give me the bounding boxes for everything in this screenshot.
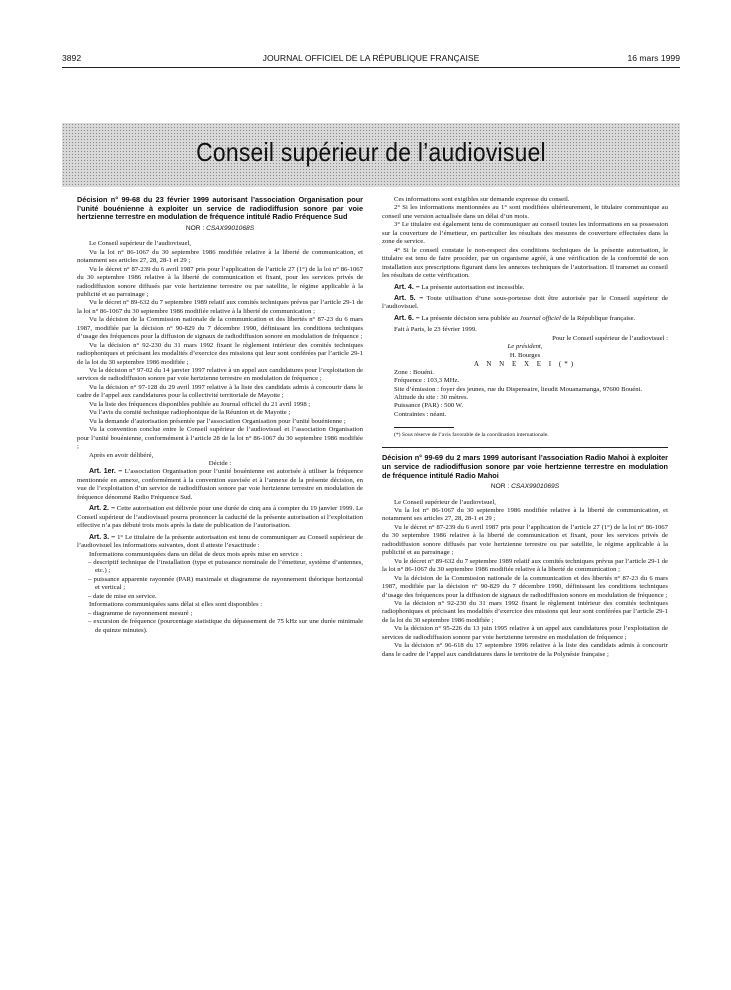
article-label: Art. 1er. – <box>89 468 123 476</box>
paragraph: Vu le décret n° 87-239 du 6 avril 1987 pris pour l’application de l’article 27 (1°) de la loi n° 86-1067 du 30 septembre 1986 relative à la liberté de communication et fixant, pour les services privés de radiodiffusion sonore diffusés par voie hertzienne terrestre ou par satellite, le régime applicable à la publicité et au parrainage ; <box>382 523 668 557</box>
annexe-item: Puissance (PAR) : 500 W. <box>394 402 464 410</box>
left-column <box>77 196 363 635</box>
paragraph: Vu la loi n° 86-1067 du 30 septembre 1986 modifiée relative à la liberté de communication, et notamment ses articles 27, 28, 28-1 et 29 ; <box>77 248 363 265</box>
paragraph: Vu la décision n° 95-226 du 13 juin 1995 relative à un appel aux candidatures pour l’exploitation de services de radiodiffusion sonore par voie hertzienne terrestre en modulation de fréquence ; <box>382 625 668 641</box>
annexe-item: Altitude du site : 30 mètres. <box>394 393 469 401</box>
section-title: Conseil supérieur de l’audiovisuel <box>196 137 546 167</box>
list-item: – puissance apparente rayonnée (PAR) maximale et diagramme de rayonnement théorique horizontal et vertical ; <box>88 575 363 592</box>
info-heading: Informations communiquées sans délai si elles sont disponibles : <box>89 601 263 609</box>
page-number: 3892 <box>62 53 82 63</box>
signatory-name: H. Bourges <box>509 351 541 359</box>
paragraph: Vu la demande d’autorisation présentée par l’association Organisation pour l’unité bouénienne ; <box>89 417 346 425</box>
journal-title: JOURNAL OFFICIEL DE LA RÉPUBLIQUE FRANÇAISE <box>262 53 480 63</box>
paragraph: Vu la décision n° 97-02 du 14 janvier 1997 relative à un appel aux candidatures pour l’exploitation de services de radiodiffusion sonore par voie hertzienne terrestre en modulation de fréquence ; <box>77 367 363 383</box>
decision-separator <box>382 447 668 448</box>
decision-title: Décision n° 99-68 du 23 février 1999 autorisant l’association Organisation pour l’unité bouénienne à exploiter un service de radiodiffusion sonore par voie hertzienne terrestre en modulation de fréquence intitulé Radio Fréquence Sud <box>77 195 363 222</box>
issue-date: 16 mars 1999 <box>627 53 680 63</box>
paragraph: Vu la décision n° 92-230 du 31 mars 1992 fixant le règlement intérieur des comités techniques radiophoniques et précisant les modalités d’exercice des missions qui leur sont conférées par l’article 29-1 de la loi du 30 septembre 1986 modifiée ; <box>382 600 668 624</box>
header-rule <box>62 67 680 68</box>
article-label: Art. 6. – <box>394 314 420 322</box>
nor-code: CSAX9901068S <box>206 224 255 232</box>
running-header <box>62 53 680 67</box>
paragraph: Le Conseil supérieur de l’audiovisuel, <box>394 498 496 506</box>
article-label: Art. 3. – <box>89 533 116 541</box>
paragraph: Vu la loi n° 86-1067 du 30 septembre 1986 modifiée relative à la liberté de communication, et notamment ses articles 27, 28, 28-1 et 29 ; <box>382 507 668 523</box>
article-5 <box>382 295 668 312</box>
paragraph: Vu la décision n° 96-618 du 17 septembre 1996 relative à la liste des candidats admis à concourir dans le cadre de l’appel aux candidatures dans le territoire de la Polynésie française ; <box>382 642 668 658</box>
nor-label: NOR : <box>490 483 512 491</box>
journal-reference: Journal officiel <box>519 314 561 322</box>
article-text: 1° Le titulaire de la présente autorisation est tenu de communiquer au Conseil supérieur de l’audiovisuel les informations suivantes, dont il atteste l’exactitude : <box>77 533 363 550</box>
article-2 <box>77 505 363 530</box>
nor-code: CSAX9901069S <box>511 483 560 491</box>
paragraph: Vu la décision de la Commission nationale de la communication et des libertés n° 87-23 du 6 mars 1987, modifiée par la décision n° 90-829 du 7 décembre 1990, définissant les conditions techniques d’usage des fréquences pour la diffusion de signaux de radiodiffusion sonore en modulation de fréquence ; <box>77 316 363 341</box>
article-text: La présente autorisation est incessible. <box>419 283 525 291</box>
paragraph: Vu le décret n° 89-632 du 7 septembre 1989 relatif aux comités techniques prévus par l’article 29-1 de la loi n° 86-1067 du 30 septembre 1986 modifiée relative à la liberté de communication ; <box>382 557 668 574</box>
article-text: Cette autorisation est délivrée pour une durée de cinq ans à compter du 19 janvier 1999. Le Conseil supérieur de l’audiovisuel pourra prononcer la caducité de la présente autorisation si l’exploitation effective n’a pas débuté trois mois après la date de publication de l’autorisation. <box>77 505 363 530</box>
nor-label: NOR : <box>185 224 207 232</box>
article-6 <box>382 315 668 323</box>
list-item: – excursion de fréquence (pourcentage statistique du dépassement de 75 kHz sur une durée minimale de quinze minutes). <box>88 618 363 634</box>
article-text: La présente décision sera publiée au <box>419 314 520 322</box>
decision-title: Décision n° 99-69 du 2 mars 1999 autorisant l’association Radio Mahoi à exploiter un service de radiodiffusion sonore par voie hertzienne terrestre en modulation de fréquence intitulé Radio Mahoi <box>382 453 668 480</box>
article-text: de la République française. <box>560 314 636 322</box>
paragraph: Vu la décision de la Commission nationale de la communication et des libertés n° 87-23 du 6 mars 1987, modifiée par la décision n° 90-829 du 7 décembre 1990, définissant les conditions techniques d’usage des fréquences pour la diffusion de signaux de radiodiffusion sonore en modulation de fréquence ; <box>382 574 668 599</box>
nor-reference <box>382 483 668 491</box>
annexe-item: Zone : Bouéni. <box>394 368 434 376</box>
nor-reference <box>77 225 363 233</box>
decide-heading: Décide : <box>208 460 232 468</box>
paragraph: Vu l’avis du comité technique radiophonique de la Réunion et de Mayotte ; <box>89 409 291 417</box>
article-label: Art. 5. – <box>394 294 424 302</box>
annexe-item: Site d’émission : foyer des jeunes, rue du Dispensaire, lieudit Mouanamanga, 97600 Bouéni. <box>394 385 643 393</box>
section-banner <box>62 123 680 187</box>
paragraph: Le Conseil supérieur de l’audiovisuel, <box>89 240 191 248</box>
paragraph: Vu la liste des fréquences disponibles publiée au Journal officiel du 21 avril 1998 ; <box>89 400 311 408</box>
annexe-item: Fréquence : 103,3 MHz. <box>394 377 460 385</box>
right-column <box>382 196 668 659</box>
paragraph: Vu le décret n° 87-239 du 6 avril 1987 pris pour l’application de l’article 27 (1°) de la loi n° 86-1067 du 30 septembre 1986 relative à la liberté de communication et fixant, pour les services privés de radiodiffusion sonore diffusés par voie hertzienne terrestre ou par satellite, le régime applicable à la publicité et au parrainage ; <box>77 265 363 298</box>
article-1 <box>77 468 363 502</box>
signatory-role <box>382 343 668 351</box>
list-item: – descriptif technique de l’installation (type et puissance nominale de l’émetteur, système d’antennes, etc.) ; <box>88 559 363 575</box>
paragraph: 3° Le titulaire est également tenu de communiquer au conseil toutes les informations en sa possession sur la couverture de l’émetteur, en particulier les résultats des mesures de couverture effectuées dans la zone de service. <box>382 221 668 246</box>
annexe-title: A N N E X E I (*) <box>473 360 577 369</box>
article-3 <box>77 534 363 551</box>
article-label: Art. 2. – <box>89 505 115 513</box>
article-label: Art. 4. – <box>394 283 420 291</box>
paragraph: 2° Si les informations mentionnées au 1° sont modifiées ultérieurement, le titulaire communique au conseil une version actualisée dans un délai d’un mois. <box>382 204 668 220</box>
paragraph: Ces informations sont exigibles sur demande expresse du conseil. <box>394 196 570 203</box>
article-text: L’association Organisation pour l’unité bouénienne est autorisée à utiliser la fréquence mentionnée en annexe, conformément à la convention susvisée et à l’annexe de la présente décision, en vue de l’exploitation d’un service de radiodiffusion sonore par voie hertzienne terrestre en modulation de fréquence dénommé Radio Fréquence Sud. <box>77 468 363 501</box>
signatory-role-text: Le président, <box>507 343 543 351</box>
paragraph: Vu la convention conclue entre le Conseil supérieur de l’audiovisuel et l’association Organisation pour l’unité bouénienne, conformément à l’article 28 de la loi n° 86-1067 du 30 septembre 1986 modifiée ; <box>77 426 363 451</box>
list-item: – diagramme de rayonnement mesuré ; <box>88 609 193 617</box>
article-4 <box>382 284 668 292</box>
annexe-item: Contraintes : néant. <box>394 410 447 418</box>
paragraph: Vu la décision n° 97-128 du 29 avril 1997 relative à la liste des candidats admis à concourir dans le cadre de l’appel aux candidatures pour la collectivité territoriale de Mayotte ; <box>77 383 363 400</box>
info-heading: Informations communiquées dans un délai de deux mois après mise en service : <box>89 550 303 558</box>
paragraph: 4° Si le conseil constate le non-respect des conditions techniques de la présente autorisation, le titulaire est tenu de faire procéder, par un organisme agréé, à une vérification de la conformité de son installation aux prescriptions figurant dans les annexes techniques de l’autorisation. Il transmet au conseil les résultats de cette vérification. <box>382 246 668 280</box>
article-text: Toute utilisation d’une sous-porteuse doit être autorisée par le Conseil supérieur de l’audiovisuel. <box>382 294 668 311</box>
footnote-rule <box>394 427 454 428</box>
paragraph: Vu la décision n° 92-230 du 31 mars 1992 fixant le règlement intérieur des comités techniques radiophoniques et précisant les modalités d’exercice des missions qui leur sont conférées par l’article 29-1 de la loi du 30 septembre 1986 modifiée ; <box>77 341 363 366</box>
paragraph: Après en avoir délibéré, <box>89 451 154 459</box>
place-date: Fait à Paris, le 23 février 1999. <box>394 326 477 334</box>
footnote: (*) Sous réserve de l’avis favorable de la coordination internationale. <box>394 432 549 439</box>
paragraph: Vu le décret n° 89-632 du 7 septembre 1989 relatif aux comités techniques prévus par l’article 29-1 de la loi n° 86-1067 du 30 septembre 1986 modifiée relative à la liberté de communication ; <box>77 299 363 315</box>
signature-line: Pour le Conseil supérieur de l’audiovisuel : <box>552 334 668 342</box>
list-item: – date de mise en service. <box>88 592 157 600</box>
